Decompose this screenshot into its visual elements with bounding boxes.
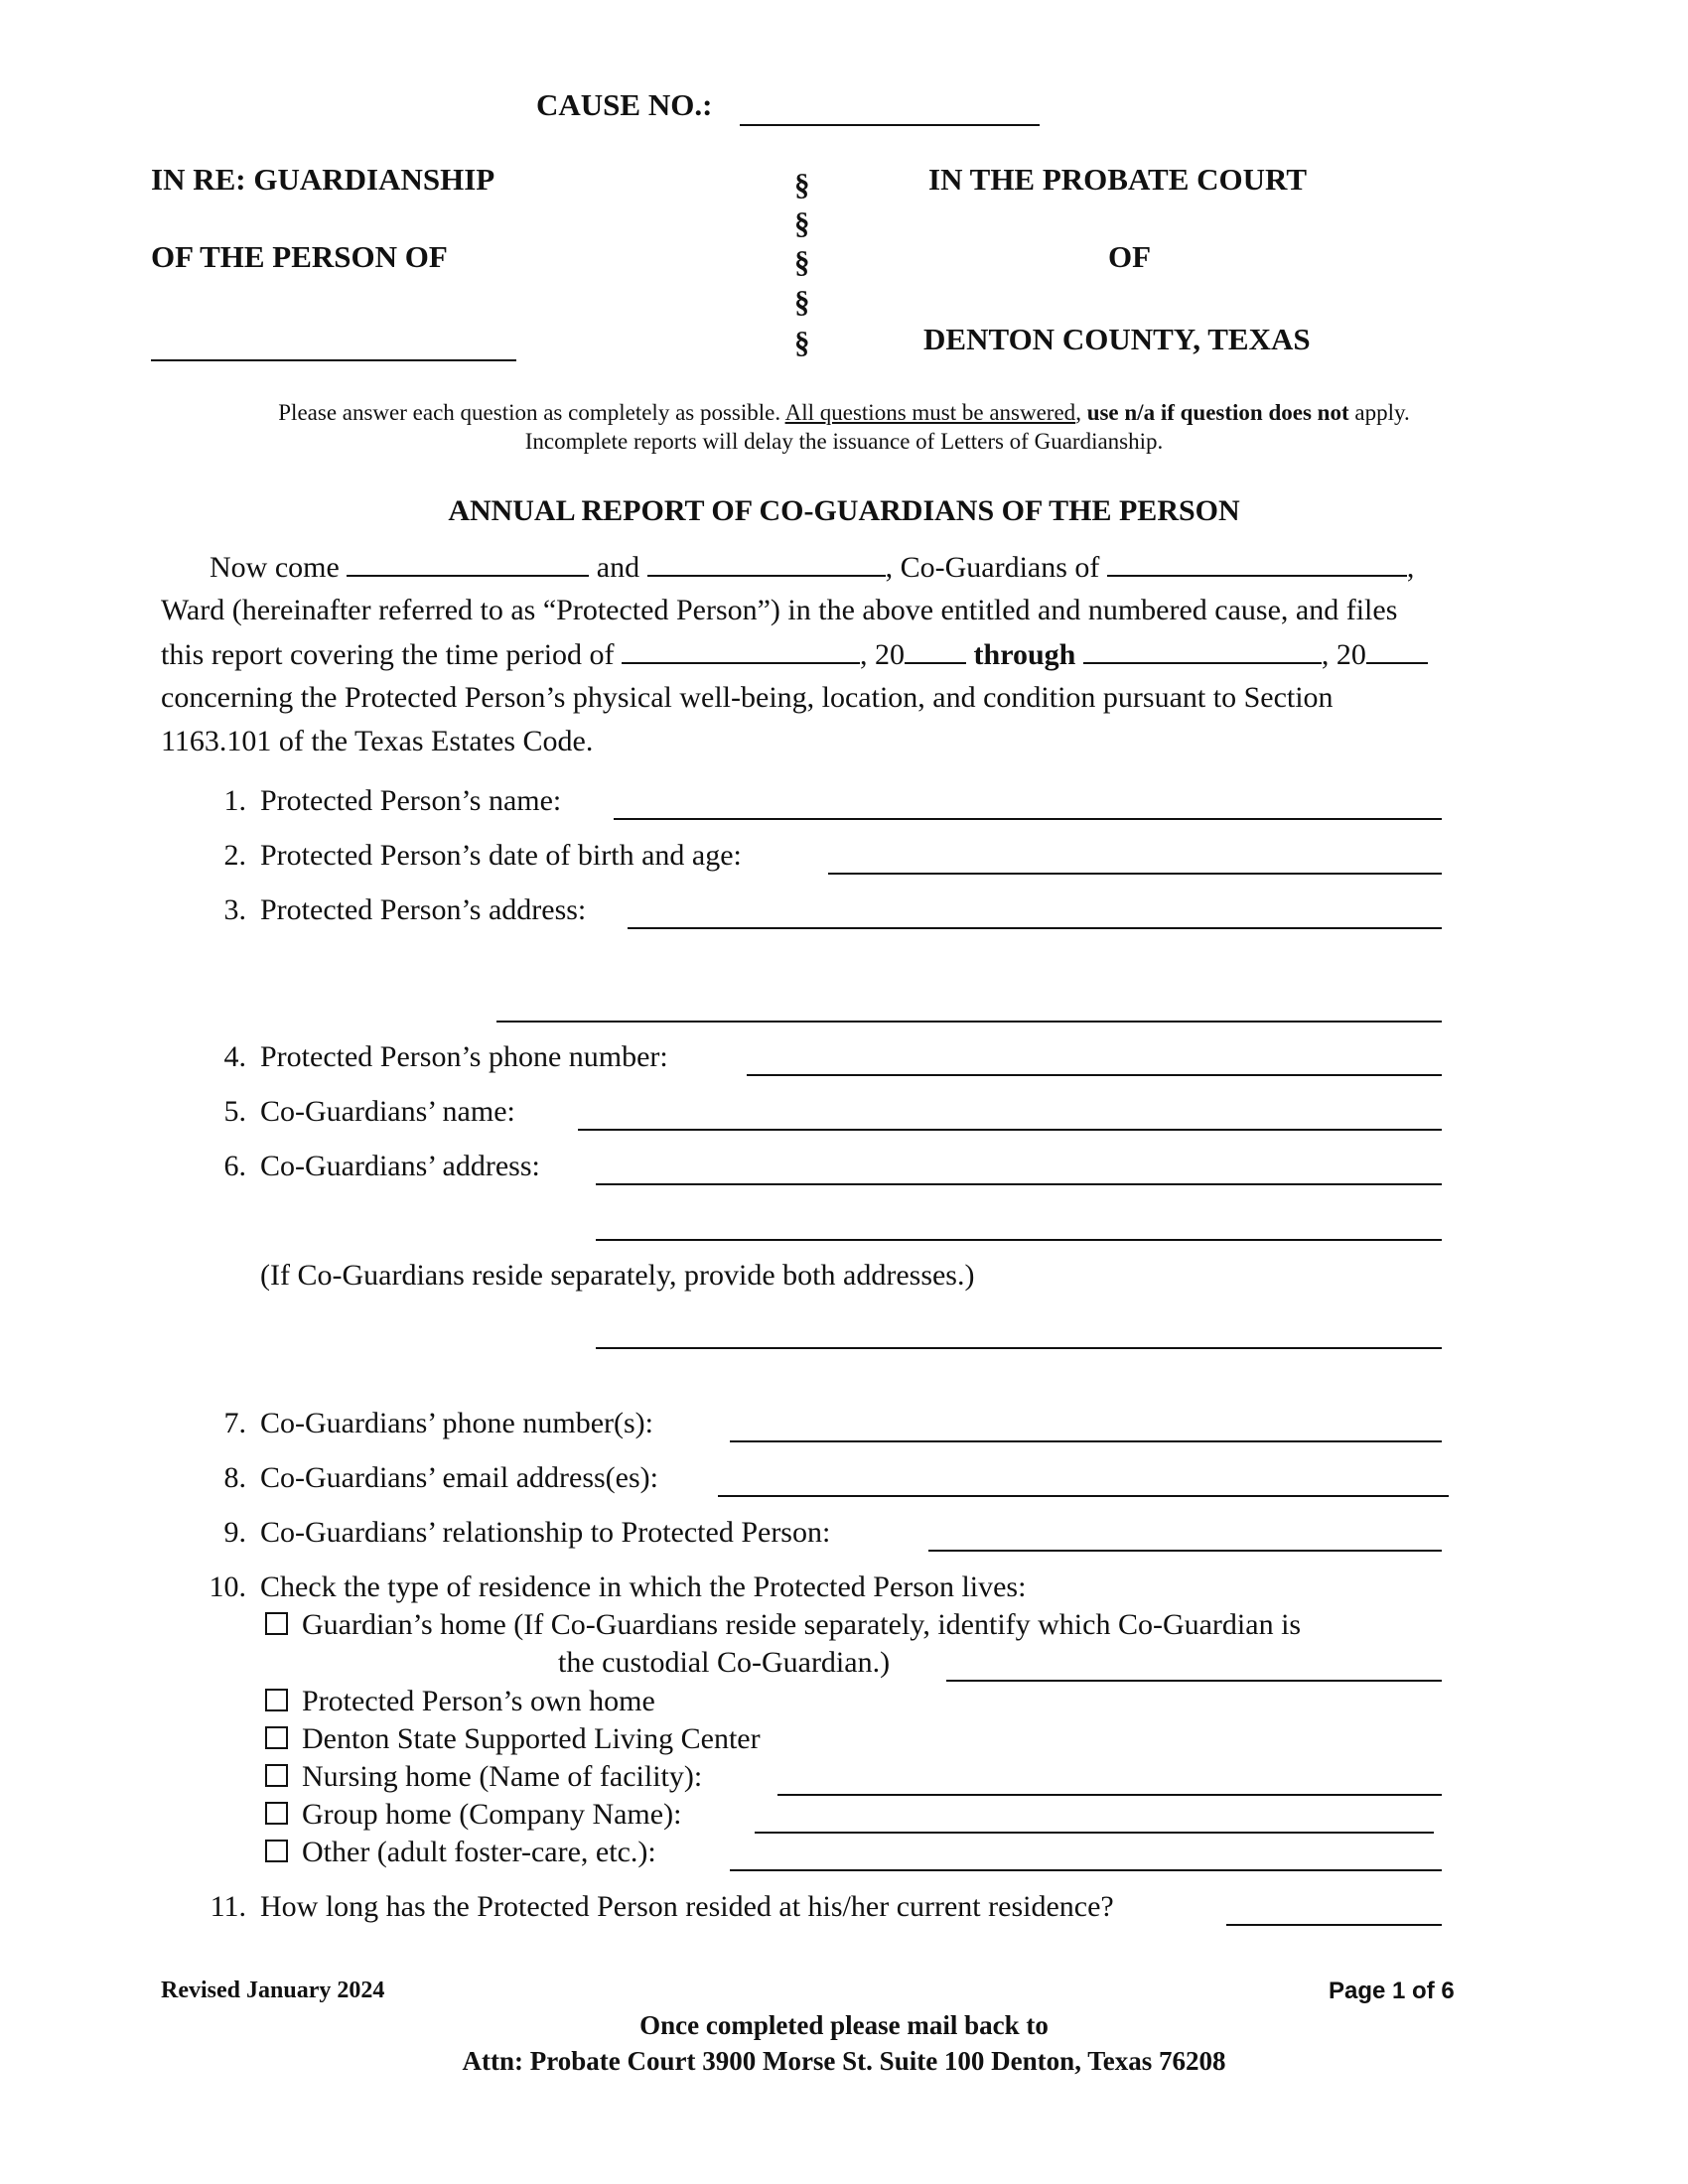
own-home-label: Protected Person’s own home — [302, 1685, 655, 1717]
ward-name-line[interactable] — [151, 359, 516, 361]
protected-person-name-line[interactable] — [614, 818, 1442, 820]
question-6 — [197, 1150, 540, 1183]
question-label: Protected Person’s name: — [260, 784, 562, 817]
question-label: Co-Guardians’ phone number(s): — [260, 1407, 654, 1439]
separate-addresses-note: (If Co-Guardians reside separately, provide both addresses.) — [260, 1259, 975, 1292]
period-start-field[interactable] — [622, 636, 860, 664]
option-own-home[interactable] — [265, 1685, 655, 1718]
section-symbol-3: § — [794, 244, 810, 279]
own-home-checkbox[interactable] — [265, 1689, 288, 1711]
instructions — [0, 399, 1688, 457]
revised-date: Revised January 2024 — [161, 1978, 385, 2003]
option-group-home[interactable] — [265, 1798, 681, 1832]
question-label: Co-Guardians’ name: — [260, 1095, 515, 1128]
option-guardian-home[interactable] — [265, 1608, 1301, 1642]
caption-left-line1: IN RE: GUARDIANSHIP — [151, 162, 495, 197]
caption-right-line3: DENTON COUNTY, TEXAS — [923, 322, 1311, 356]
instructions-line2: Incomplete reports will delay the issuance of Letters of Guardianship. — [524, 428, 1164, 454]
and-text: and — [596, 551, 640, 584]
co-guardian-2-field[interactable] — [647, 549, 886, 577]
denton-center-checkbox[interactable] — [265, 1726, 288, 1749]
group-home-label: Group home (Company Name): — [302, 1798, 682, 1831]
intro-line-2: Ward (hereinafter referred to as “Protected Person”) in the above entitled and numbered cause, and files — [161, 594, 1398, 626]
cause-number-label: CAUSE NO.: — [536, 87, 713, 122]
guardian-home-label: Guardian’s home (If Co-Guardians reside separately, identify which Co-Guardian is — [302, 1608, 1302, 1641]
option-denton-center[interactable] — [265, 1722, 761, 1756]
period-end-field[interactable] — [1083, 636, 1322, 664]
relationship-line[interactable] — [928, 1550, 1442, 1552]
question-9 — [197, 1516, 830, 1550]
instructions-text-1: Please answer each question as completely as possible. — [278, 400, 785, 425]
nursing-home-label: Nursing home (Name of facility): — [302, 1760, 703, 1793]
question-label: Co-Guardians’ relationship to Protected Person: — [260, 1516, 831, 1549]
twenty-text: , 20 — [860, 638, 906, 671]
instructions-underlined: All questions must be answered — [784, 400, 1076, 425]
dob-age-line[interactable] — [828, 873, 1442, 875]
question-number: 10. — [209, 1570, 246, 1603]
question-3 — [197, 893, 586, 927]
question-4 — [197, 1040, 668, 1074]
caption-right-line1: IN THE PROBATE COURT — [928, 162, 1308, 197]
question-number: 9. — [223, 1516, 246, 1549]
question-label: Protected Person’s date of birth and age: — [260, 839, 742, 872]
question-8 — [197, 1461, 658, 1495]
co-guardians-of-text: , Co-Guardians of — [885, 551, 1100, 584]
question-number: 3. — [223, 893, 246, 926]
question-5 — [197, 1095, 515, 1129]
period-text: this report covering the time period of — [161, 638, 615, 671]
other-label: Other (adult foster-care, etc.): — [302, 1836, 656, 1868]
question-2 — [197, 839, 742, 873]
question-7 — [197, 1407, 653, 1440]
option-nursing-home[interactable] — [265, 1760, 702, 1794]
question-number: 1. — [223, 784, 246, 817]
section-symbol-2: § — [794, 205, 810, 240]
question-label: Co-Guardians’ address: — [260, 1150, 540, 1182]
caption-left-line2: OF THE PERSON OF — [151, 239, 448, 274]
question-number: 7. — [223, 1407, 246, 1439]
question-1 — [197, 784, 561, 818]
instructions-text-2: , — [1075, 400, 1087, 425]
section-symbol-5: § — [794, 325, 810, 359]
guardian-home-continued: the custodial Co-Guardian.) — [558, 1646, 891, 1679]
question-label: Check the type of residence in which the Protected Person lives: — [260, 1570, 1027, 1603]
twenty-text-2: , 20 — [1321, 638, 1366, 671]
co-guardians-name-line[interactable] — [578, 1129, 1442, 1131]
section-symbol-4: § — [794, 284, 810, 319]
ward-field[interactable] — [1107, 549, 1407, 577]
intro-line-5: 1163.101 of the Texas Estates Code. — [161, 725, 594, 757]
question-label: Protected Person’s phone number: — [260, 1040, 668, 1073]
nursing-home-checkbox[interactable] — [265, 1764, 288, 1787]
nursing-home-name-line[interactable] — [777, 1794, 1442, 1796]
question-label: How long has the Protected Person resided at his/her current residence? — [260, 1890, 1114, 1923]
caption-right-line2: OF — [1108, 239, 1152, 274]
protected-person-address-line-2[interactable] — [496, 1021, 1442, 1023]
cause-number-line[interactable] — [740, 124, 1040, 126]
document-title: ANNUAL REPORT OF CO-GUARDIANS OF THE PERSON — [448, 494, 1240, 527]
protected-person-phone-line[interactable] — [747, 1074, 1442, 1076]
comma-text: , — [1406, 551, 1415, 584]
question-10 — [197, 1570, 1026, 1604]
question-number: 6. — [223, 1150, 246, 1182]
instructions-bold: use n/a if question does not — [1086, 400, 1349, 425]
intro-line-4: concerning the Protected Person’s physical well-being, location, and condition pursuant to Section — [161, 681, 1334, 714]
page-number: Page 1 of 6 — [1329, 1978, 1455, 2004]
residence-duration-line[interactable] — [1226, 1924, 1442, 1926]
period-start-year-field[interactable] — [905, 636, 966, 664]
custodial-co-guardian-line[interactable] — [946, 1680, 1442, 1682]
instructions-text-3: apply. — [1348, 400, 1410, 425]
question-11 — [197, 1890, 1114, 1924]
section-symbol-1: § — [794, 167, 810, 202]
mail-instruction: Once completed please mail back to — [639, 2010, 1049, 2040]
group-home-checkbox[interactable] — [265, 1802, 288, 1825]
intro-line-3 — [161, 636, 1428, 673]
co-guardians-phone-line[interactable] — [730, 1440, 1442, 1442]
question-number: 5. — [223, 1095, 246, 1128]
co-guardians-address-line-3[interactable] — [596, 1347, 1442, 1349]
group-home-name-line[interactable] — [755, 1832, 1434, 1834]
other-checkbox[interactable] — [265, 1840, 288, 1862]
co-guardian-1-field[interactable] — [347, 549, 589, 577]
question-number: 11. — [210, 1890, 246, 1923]
mail-address: Attn: Probate Court 3900 Morse St. Suite 100 Denton, Texas 76208 — [462, 2046, 1226, 2076]
question-number: 4. — [223, 1040, 246, 1073]
question-label: Co-Guardians’ email address(es): — [260, 1461, 658, 1494]
through-text: through — [973, 638, 1076, 671]
question-number: 8. — [223, 1461, 246, 1494]
other-residence-line[interactable] — [730, 1869, 1442, 1871]
protected-person-address-line-1[interactable] — [628, 927, 1442, 929]
question-label: Protected Person’s address: — [260, 893, 587, 926]
co-guardians-email-line[interactable] — [718, 1495, 1449, 1497]
option-other[interactable] — [265, 1836, 656, 1869]
co-guardians-address-line-2[interactable] — [596, 1239, 1442, 1241]
co-guardians-address-line-1[interactable] — [596, 1183, 1442, 1185]
intro-line-1 — [210, 549, 1414, 586]
denton-center-label: Denton State Supported Living Center — [302, 1722, 761, 1755]
now-come-text: Now come — [210, 551, 340, 584]
period-end-year-field[interactable] — [1366, 636, 1428, 664]
question-number: 2. — [223, 839, 246, 872]
guardian-home-checkbox[interactable] — [265, 1612, 288, 1635]
